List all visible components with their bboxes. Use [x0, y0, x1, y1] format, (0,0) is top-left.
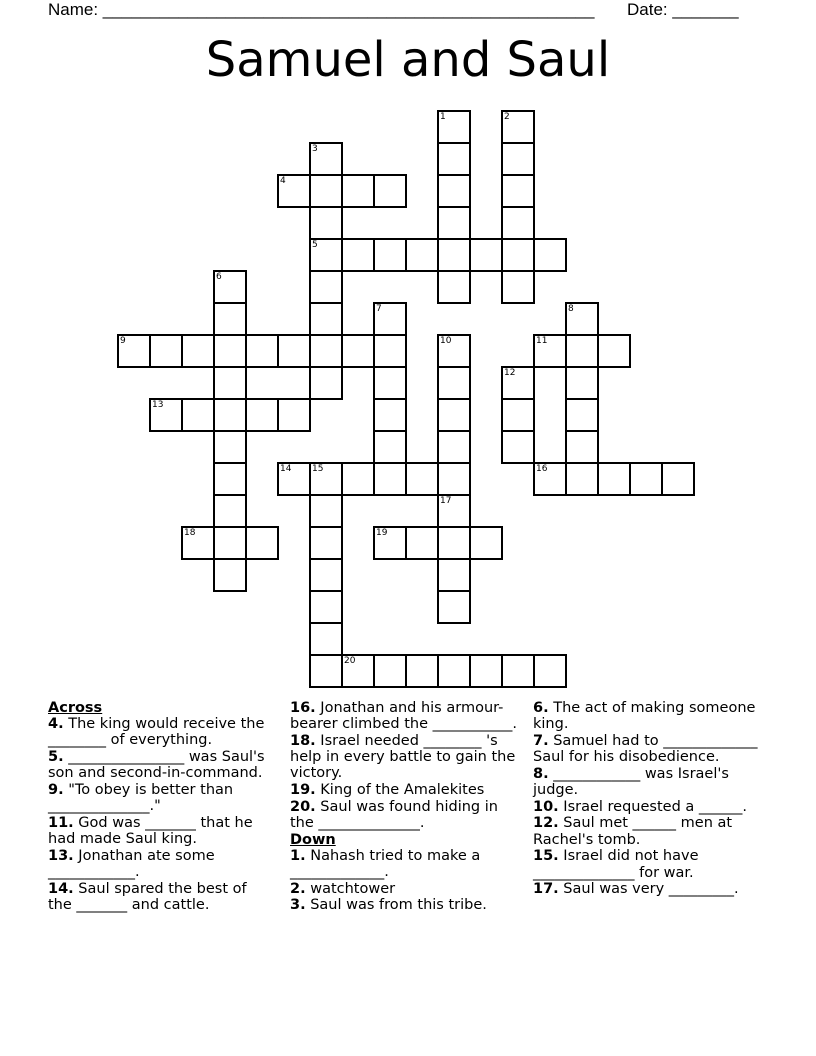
- grid-cell[interactable]: [661, 462, 695, 496]
- clue-text: Saul was found hiding in the ______________.: [290, 798, 498, 831]
- grid-cell[interactable]: [533, 654, 567, 688]
- clue-item: [48, 848, 273, 880]
- date-field[interactable]: Date: _______: [627, 0, 739, 19]
- clue-item: [48, 782, 273, 814]
- grid-cell[interactable]: [501, 654, 535, 688]
- grid-cell[interactable]: [181, 526, 215, 560]
- grid-cell[interactable]: [181, 334, 215, 368]
- grid-cell[interactable]: [629, 462, 663, 496]
- grid-cell[interactable]: [405, 526, 439, 560]
- grid-cell[interactable]: [181, 398, 215, 432]
- grid-cell[interactable]: [309, 622, 343, 656]
- clue-num: 13.: [48, 847, 74, 864]
- clue-text: Samuel had to _____________ Saul for his disobedience.: [533, 732, 758, 766]
- clue-number: 9: [120, 336, 126, 346]
- grid-cell[interactable]: [373, 174, 407, 208]
- clue-num: 10.: [533, 798, 559, 815]
- clue-text: Israel needed ________ 's help in every battle to gain the victory.: [290, 732, 516, 782]
- grid-cell[interactable]: [437, 526, 471, 560]
- down-heading: Down: [290, 831, 336, 848]
- grid-cell[interactable]: [597, 462, 631, 496]
- clue-number: 3: [312, 144, 318, 154]
- grid-cell[interactable]: [213, 462, 247, 496]
- grid-cell[interactable]: [245, 334, 279, 368]
- clue-text: Jonathan and his armour-bearer climbed the ___________.: [290, 700, 518, 733]
- grid-cell[interactable]: [213, 398, 247, 432]
- grid-cell[interactable]: [501, 206, 535, 240]
- name-field[interactable]: Name: ____________________________________________________: [48, 0, 595, 19]
- clue-item: [290, 799, 522, 831]
- across-heading: Across: [48, 700, 103, 716]
- clue-num: 18.: [290, 732, 316, 749]
- clue-num: 1.: [290, 847, 306, 864]
- grid-cell[interactable]: [309, 270, 343, 304]
- grid-cell[interactable]: [309, 654, 343, 688]
- clue-item: [48, 749, 273, 781]
- grid-cell[interactable]: [341, 462, 375, 496]
- grid-cell[interactable]: [373, 302, 407, 336]
- grid-cell[interactable]: [213, 270, 247, 304]
- grid-cell[interactable]: [309, 302, 343, 336]
- grid-cell[interactable]: [373, 334, 407, 368]
- grid-cell[interactable]: [501, 430, 535, 464]
- clue-num: 19.: [290, 782, 316, 799]
- grid-cell[interactable]: [309, 334, 343, 368]
- clue-num: 11.: [48, 814, 74, 831]
- grid-cell[interactable]: [373, 398, 407, 432]
- grid-cell[interactable]: [437, 366, 471, 400]
- clue-item: [533, 815, 761, 847]
- clue-item: [533, 799, 761, 815]
- clue-item: [48, 815, 273, 847]
- grid-cell[interactable]: [565, 462, 599, 496]
- clue-num: 2.: [290, 880, 306, 897]
- grid-cell[interactable]: [501, 270, 535, 304]
- clue-text: The act of making someone king.: [533, 700, 756, 733]
- grid-cell[interactable]: [501, 398, 535, 432]
- clue-item: [533, 881, 761, 897]
- grid-cell[interactable]: [213, 430, 247, 464]
- clue-num: 7.: [533, 732, 549, 749]
- grid-cell[interactable]: [117, 334, 151, 368]
- grid-cell[interactable]: [373, 238, 407, 272]
- clue-number: 1: [440, 112, 446, 122]
- clue-num: 20.: [290, 798, 316, 815]
- clues-column-1: [48, 700, 273, 914]
- grid-cell[interactable]: [373, 526, 407, 560]
- clue-number: 4: [280, 176, 286, 186]
- clue-text: "To obey is better than ______________.": [48, 782, 234, 815]
- grid-cell[interactable]: [277, 174, 311, 208]
- grid-cell[interactable]: [437, 558, 471, 592]
- clue-number: 10: [440, 336, 452, 346]
- grid-cell[interactable]: [341, 334, 375, 368]
- grid-cell[interactable]: [213, 302, 247, 336]
- grid-cell[interactable]: [437, 142, 471, 176]
- grid-cell[interactable]: [469, 526, 503, 560]
- grid-cell[interactable]: [469, 654, 503, 688]
- grid-cell[interactable]: [213, 366, 247, 400]
- clue-item: [48, 716, 273, 748]
- grid-cell[interactable]: [437, 110, 471, 144]
- grid-cell[interactable]: [533, 238, 567, 272]
- clue-number: 14: [280, 464, 292, 474]
- clue-number: 6: [216, 272, 222, 282]
- clue-number: 20: [344, 656, 356, 666]
- grid-cell[interactable]: [341, 238, 375, 272]
- clue-item: [290, 733, 522, 782]
- grid-cell[interactable]: [245, 398, 279, 432]
- clue-item: [533, 700, 761, 732]
- clue-number: 19: [376, 528, 388, 538]
- clue-number: 17: [440, 496, 452, 506]
- clue-text: ____________ was Israel's judge.: [533, 765, 729, 799]
- grid-cell[interactable]: [437, 270, 471, 304]
- grid-cell[interactable]: [437, 654, 471, 688]
- grid-cell[interactable]: [437, 174, 471, 208]
- grid-cell[interactable]: [565, 398, 599, 432]
- grid-cell[interactable]: [309, 494, 343, 528]
- grid-cell[interactable]: [373, 462, 407, 496]
- grid-cell[interactable]: [341, 174, 375, 208]
- clue-item: [290, 897, 522, 913]
- grid-cell[interactable]: [373, 366, 407, 400]
- grid-cell[interactable]: [309, 142, 343, 176]
- clue-text: watchtower: [305, 880, 396, 897]
- grid-cell[interactable]: [277, 398, 311, 432]
- grid-cell[interactable]: [373, 654, 407, 688]
- clue-text: Saul met ______ men at Rachel's tomb.: [533, 815, 733, 848]
- clue-num: 12.: [533, 815, 559, 832]
- grid-cell[interactable]: [501, 110, 535, 144]
- grid-cell[interactable]: [437, 398, 471, 432]
- grid-cell[interactable]: [309, 238, 343, 272]
- grid-cell[interactable]: [597, 334, 631, 368]
- clue-num: 5.: [48, 749, 64, 766]
- clue-num: 8.: [533, 765, 549, 782]
- grid-cell[interactable]: [501, 174, 535, 208]
- grid-cell[interactable]: [437, 590, 471, 624]
- clue-text: Saul was from this tribe.: [305, 897, 487, 914]
- clue-number: 11: [536, 336, 548, 346]
- grid-cell[interactable]: [149, 334, 183, 368]
- clue-item: [533, 733, 761, 765]
- grid-cell[interactable]: [373, 430, 407, 464]
- clue-item: [290, 782, 522, 798]
- grid-cell[interactable]: [341, 654, 375, 688]
- clue-text: The king would receive the ________ of everything.: [48, 716, 265, 749]
- clue-number: 7: [376, 304, 382, 314]
- puzzle-title: Samuel and Saul: [205, 32, 611, 88]
- clue-number: 2: [504, 112, 510, 122]
- grid-cell[interactable]: [565, 366, 599, 400]
- clue-num: 17.: [533, 881, 559, 898]
- grid-cell[interactable]: [277, 334, 311, 368]
- clue-text: Saul spared the best of the _______ and cattle.: [48, 880, 247, 913]
- grid-cell[interactable]: [437, 462, 471, 496]
- clue-text: Israel requested a ______.: [558, 798, 747, 815]
- clue-item: [290, 848, 522, 880]
- clues-column-2: [290, 700, 522, 914]
- clue-num: 3.: [290, 897, 306, 914]
- clue-num: 16.: [290, 700, 316, 716]
- clue-num: 14.: [48, 880, 74, 897]
- grid-cell[interactable]: [565, 430, 599, 464]
- grid-cell[interactable]: [309, 206, 343, 240]
- grid-cell[interactable]: [309, 590, 343, 624]
- clue-item: [290, 700, 522, 732]
- clue-num: 6.: [533, 700, 549, 716]
- grid-cell[interactable]: [309, 558, 343, 592]
- grid-cell[interactable]: [309, 526, 343, 560]
- clue-number: 18: [184, 528, 196, 538]
- grid-cell[interactable]: [437, 238, 471, 272]
- clue-number: 12: [504, 368, 516, 378]
- grid-cell[interactable]: [405, 238, 439, 272]
- clue-number: 5: [312, 240, 318, 250]
- grid-cell[interactable]: [469, 238, 503, 272]
- grid-cell[interactable]: [405, 462, 439, 496]
- grid-cell[interactable]: [309, 174, 343, 208]
- grid-cell[interactable]: [213, 558, 247, 592]
- clue-text: Israel did not have ______________ for war.: [533, 848, 699, 881]
- grid-cell[interactable]: [149, 398, 183, 432]
- clue-item: [533, 766, 761, 798]
- clue-number: 8: [568, 304, 574, 314]
- grid-cell[interactable]: [245, 526, 279, 560]
- grid-cell[interactable]: [213, 494, 247, 528]
- clue-text: Jonathan ate some ____________.: [48, 847, 215, 881]
- grid-cell[interactable]: [533, 334, 567, 368]
- clue-item: [533, 848, 761, 880]
- clue-item: [290, 881, 522, 897]
- clue-text: ________________ was Saul's son and second-in-command.: [48, 749, 265, 782]
- grid-cell[interactable]: [437, 206, 471, 240]
- clue-text: King of the Amalekites: [315, 782, 485, 799]
- clues-column-3: [533, 700, 761, 898]
- clue-number: 13: [152, 400, 164, 410]
- grid-cell[interactable]: [437, 430, 471, 464]
- grid-cell[interactable]: [501, 366, 535, 400]
- clue-item: [48, 881, 273, 913]
- clue-text: Nahash tried to make a _____________.: [290, 847, 481, 881]
- clue-text: God was _______ that he had made Saul king.: [48, 814, 253, 848]
- grid-cell[interactable]: [213, 526, 247, 560]
- grid-cell[interactable]: [501, 238, 535, 272]
- grid-cell[interactable]: [277, 462, 311, 496]
- grid-cell[interactable]: [533, 462, 567, 496]
- clue-num: 4.: [48, 716, 64, 733]
- clue-text: Saul was very _________.: [558, 881, 739, 898]
- clue-number: 15: [312, 464, 324, 474]
- grid-cell[interactable]: [213, 334, 247, 368]
- grid-cell[interactable]: [437, 334, 471, 368]
- clue-num: 9.: [48, 782, 64, 799]
- grid-cell[interactable]: [309, 366, 343, 400]
- grid-cell[interactable]: [405, 654, 439, 688]
- clue-num: 15.: [533, 848, 559, 865]
- clue-number: 16: [536, 464, 548, 474]
- grid-cell[interactable]: [437, 494, 471, 528]
- grid-cell[interactable]: [565, 334, 599, 368]
- grid-cell[interactable]: [501, 142, 535, 176]
- grid-cell[interactable]: [565, 302, 599, 336]
- grid-cell[interactable]: [309, 462, 343, 496]
